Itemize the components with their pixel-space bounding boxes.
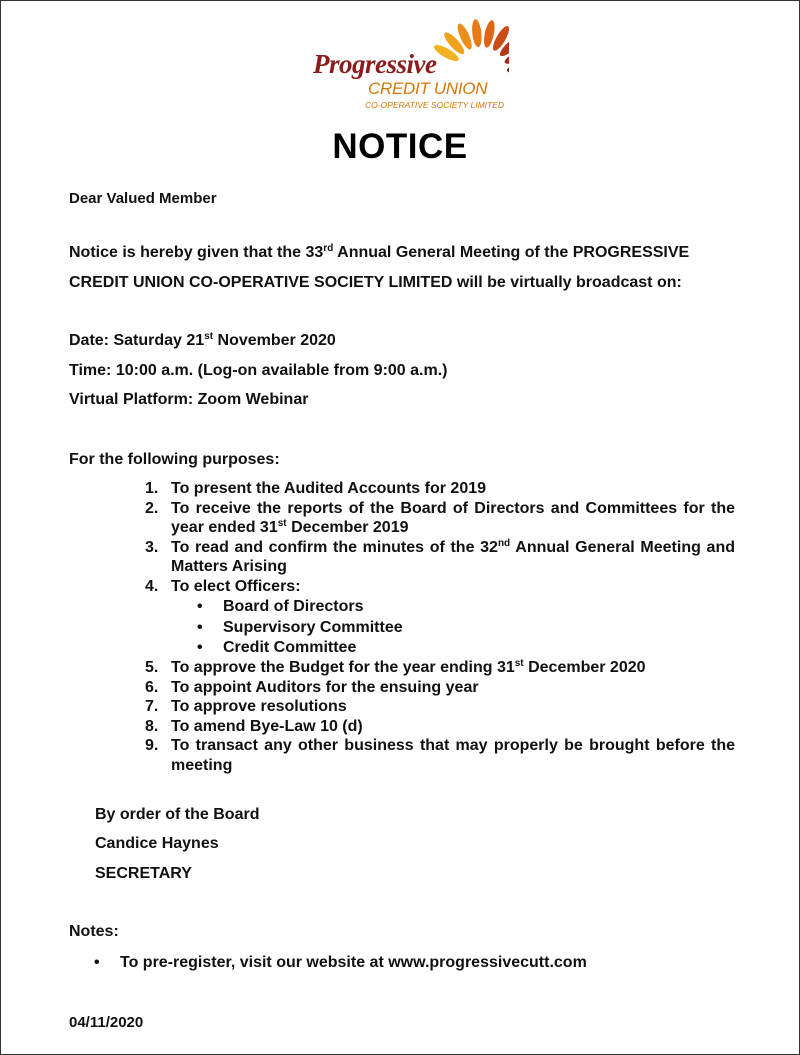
agenda-list-part1 [145, 479, 735, 596]
list-item: 3. To read and confirm the minutes of the 32nd Annual General Meeting and Matters Arising [145, 537, 735, 575]
officers-list [197, 597, 403, 658]
signoff-name: Candice Haynes [95, 835, 219, 852]
list-item: 6. To appoint Auditors for the ensuing year [145, 678, 479, 696]
progressive-logo [313, 15, 513, 113]
page-title: NOTICE [332, 127, 468, 166]
list-item: • Board of Directors [197, 598, 364, 615]
list-item: • Supervisory Committee [197, 618, 403, 636]
bullet-icon: • [197, 618, 203, 636]
agenda-list-part2 [145, 658, 735, 775]
bullet-icon: • [197, 639, 203, 656]
list-item: 9. To transact any other business that may properly be brought before the meeting [145, 737, 735, 774]
signoff-order: By order of the Board [95, 806, 260, 823]
logo-tagline: CO-OPERATIVE SOCIETY LIMITED [365, 100, 505, 110]
list-item: 7. To approve resolutions [145, 698, 347, 715]
notes-heading: Notes: [69, 923, 119, 940]
list-item: 1. To present the Audited Accounts for 2019 [145, 480, 487, 497]
logo-wordmark: Progressive [313, 49, 437, 79]
note-item [94, 954, 587, 972]
logo-subtitle: CREDIT UNION [368, 79, 488, 98]
bullet-icon: • [197, 598, 203, 615]
list-item: 2. To receive the reports of the Board of Directors and Committees for the year ended 31st December 2019 [145, 499, 735, 536]
meeting-time: Time: 10:00 a.m. (Log-on available from 9:00 a.m.) [69, 362, 448, 379]
meeting-date: Date: Saturday 21st November 2020 [69, 331, 336, 349]
list-item: 4. To elect Officers: [145, 577, 301, 595]
list-item: 5. To approve the Budget for the year ending 31st December 2020 [145, 658, 646, 676]
meeting-platform: Virtual Platform: Zoom Webinar [69, 391, 309, 408]
intro-line-2: CREDIT UNION CO-OPERATIVE SOCIETY LIMITED will be virtually broadcast on: [69, 274, 682, 291]
bullet-icon: • [94, 954, 100, 971]
footer-date: 04/11/2020 [69, 1014, 144, 1031]
note-text: To pre-register, visit our website at www.progressivecutt.com [120, 954, 587, 971]
salutation: Dear Valued Member [69, 190, 217, 207]
list-item: 8. To amend Bye-Law 10 (d) [145, 717, 363, 735]
purposes-heading: For the following purposes: [69, 451, 280, 468]
intro-line-1: Notice is hereby given that the 33rd Annual General Meeting of the PROGRESSIVE [69, 243, 690, 261]
signoff-role: SECRETARY [95, 865, 192, 882]
list-item: • Credit Committee [197, 639, 357, 656]
